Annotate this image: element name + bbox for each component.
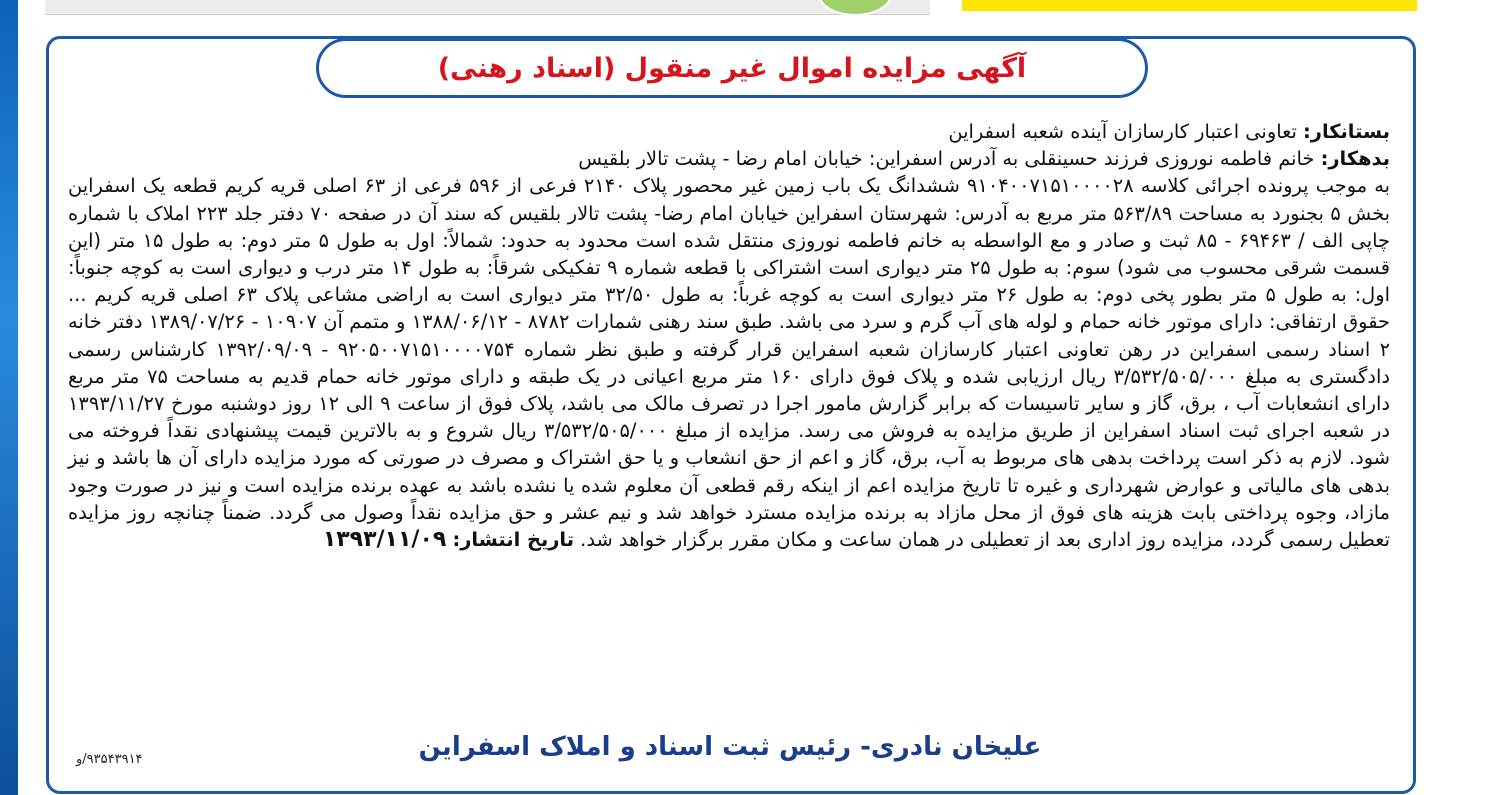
creditor-line (68, 118, 1390, 145)
main-paragraph (68, 172, 1390, 553)
top-yellow-strip (962, 0, 1417, 11)
title-banner (316, 38, 1148, 98)
publish-date-value: ۱۳۹۳/۱۱/۰۹ (322, 527, 447, 553)
debtor-line (68, 145, 1390, 172)
main-paragraph-text: به موجب پرونده اجرائی کلاسه ۹۱۰۴۰۰۷۱۵۱۰۰۰۰۲۸ ششدانگ یک باب زمین غیر محصور پلاک ۲۱۴۰ فرعی از ۵۹۶ فرعی از ۶۳ اصلی قریه کریم قطعه یک اسفراین بخش ۵ بجنورد به مساحت ۵۶۳/۸۹ متر مربع به آدرس: شهرستان اسفراین خیابان امام رضا- پشت تالار بلقیس که سند آن در صفحه ۷۰ دفتر جلد ۲۲۳ املاک با شماره چاپی الف / ۶۹۴۶۳ - ۸۵ ثبت و صادر و مع الواسطه به خانم فاطمه نوروزی منتقل شده است محدود به حدود: شمالاً: اول به طول ۵ متر دوم: به طول ۱۵ متر (این قسمت شرقی محسوب می شود) سوم: به طول ۲۵ متر دیواری است اشتراکی با قطعه شماره ۹ تفکیکی شرقاً: به طول ۱۴ متر درب و دیواری است به کوچه جنوباً: اول: به طول ۵ متر بطور پخی دوم: به طول ۲۶ متر دیواری است به کوچه غرباً: به طول ۳۲/۵۰ متر دیواری است به اراضی مشاعی پلاک ۶۳ اصلی قریه کریم ... حقوق ارتفاقی: دارای موتور خانه حمام و لوله های آب گرم و سرد می باشد. طبق سند رهنی شمارات ۸۷۸۲ - ۱۳۸۸/۰۶/۱۲ و متمم آن ۱۰۹۰۷ - ۱۳۸۹/۰۷/۲۶ دفتر خانه ۲ اسناد رسمی اسفراین در رهن تعاونی اعتبار کارسازان شعبه اسفراین قرار گرفته و طبق نظر شماره ۹۲۰۵۰۰۷۱۵۱۰۰۰۰۷۵۴ - ۱۳۹۲/۰۹/۰۹ کارشناس رسمی دادگستری به مبلغ ۳/۵۳۲/۵۰۵/۰۰۰ ریال ارزیابی شده و پلاک فوق دارای ۱۶۰ متر مربع اعیانی در یک طبقه و دارای موتور خانه حمام قدیم به مساحت ۷۵ متر مربع دارای انشعابات آب ، برق، گاز و سایر تاسیسات که برابر گزارش مامور اجرا در تصرف مالک می باشد، پلاک فوق از ساعت ۹ الی ۱۲ روز دوشنبه مورخ ۱۳۹۳/۱۱/۲۷ در شعبه اجرای ثبت اسناد اسفراین از طریق مزایده به فروش می رسد. مزایده از مبلغ ۳/۵۳۲/۵۰۵/۰۰۰ ریال شروع و به بالاترین قیمت پیشنهادی نقداً فروخته می شود. لازم به ذکر است پرداخت بدهی های مربوط به آب، برق، گاز و اعم از حق انشعاب و یا حق اشتراک و مصرف در صورتی که مورد مزایده دارای آن ها باشد و نیز بدهی های مالیاتی و عوارض شهرداری و غیره تا تاریخ مزایده اعم از اینکه رقم قطعی آن معلوم شده یا نشده باشد به عهده برنده مزایده است و نیز در صورت وجود مازاد، وجوه پرداختی بابت هزینه های فوق از محل مازاد به برنده مزایده مسترد خواهد شد و نیم عشر و حق مزایده نقداً وصول می گردد. ضمناً چنانچه روز مزایده تعطیل رسمی گردد، مزایده روز اداری بعد از تعطیلی در همان ساعت و مکان مقرر برگزار خواهد شد. (68, 174, 1391, 552)
notice-title: آگهی مزایده اموال غیر منقول (اسناد رهنی) (437, 52, 1027, 84)
left-decorative-strip (0, 0, 18, 795)
debtor-value: خانم فاطمه نوروزی فرزند حسینقلی به آدرس اسفراین: خیابان امام رضا - پشت تالار بلقیس (578, 147, 1315, 171)
top-neighbor-ad-strip (45, 0, 930, 15)
notice-body (68, 118, 1390, 553)
signature-line: علیخان نادری- رئیس ثبت اسناد و املاک اسفراین (418, 732, 1042, 762)
creditor-value: تعاونی اعتبار کارسازان آینده شعبه اسفراین (948, 120, 1297, 143)
ad-reference-code: ۹۳۵۴۳۹۱۴/و (76, 752, 143, 767)
creditor-label: بستانکار: (1303, 120, 1390, 143)
publish-date-label: تاریخ انتشار: (452, 528, 574, 552)
debtor-label: بدهکار: (1320, 147, 1390, 171)
